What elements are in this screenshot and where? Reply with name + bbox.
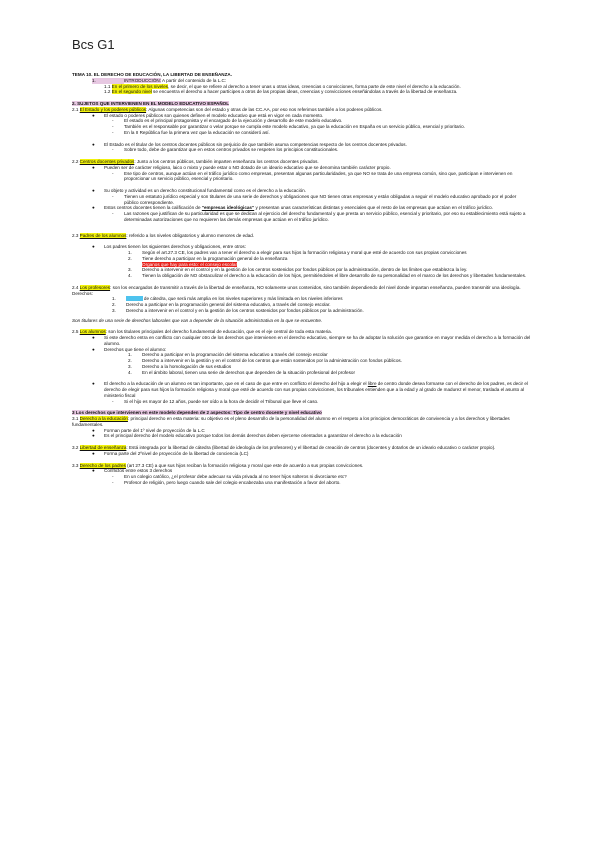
highlighted-note: Organos que hay para esto: el consejo escolar [142, 261, 237, 267]
paragraph-2-2: 2.2 Centros docentes privados: Junto a los centros públicos, también imparten enseñanza los centros docentes privados. [72, 159, 319, 164]
list-item: - Ese tipo de centros, aunque actúan en el tráfico jurídico como empresas, presentan algunas particularidades, ya que NO se trata de una empresa común, sino que, participan e intervienen en proporcionar un servicio público, esencial y prioritario. [112, 170, 513, 182]
list-item: - El estado es el principal protagonista y el encargado de la ejecución y desarrollo de este modelo educativo. [112, 118, 343, 124]
list-item: - Profesor de religión, pero luego cuando sale del colegio encabezaba una manifestación a favor del aborto. [112, 479, 341, 485]
list-item: - Las razones que justifican de su particularidad es que se dedican al ejercicio del derecho fundamental y que presta un servicio público, esencial y prioritario, por eso su establecimiento está sujeto a determinadas autorizaciones que no requieren las demás empresas que actúan en el tráfico jurídico. [112, 211, 526, 222]
paragraph-2-1: 2.1 El Estado y los poderes públicos: Algunas competencias son del estado y otras de las CC.AA, por eso nos referimos también a los poderes públicos. [72, 106, 383, 112]
list-item: 2. Derecho a intervenir en la gestión y en el control de los centros que están sostenidos por la administración con fondos públicos. [128, 358, 402, 363]
list-item: 4. Tienen la obligación de NO obstaculizar el derecho a la educación de los hijos, permitiéndoles el libre desarrollo de su personalidad en el marco de los derechos y libertades fundamentales. [128, 273, 527, 278]
paragraph-3-1: 3.1 Derecho a la educación: principal derecho en esta materia: su objetivo es el pleno desarrollo de la personalidad del alumno en el respeto a los principios democráticos de convivencia y a los derechos y libertades fundamentales. [72, 416, 510, 427]
list-item: ● Pueden ser de carácter religioso, laico o mixto y puede estar o NO dotado de un ideario educativo que se denomina también carácter propio. [92, 164, 391, 170]
list-item: ● Conflictos entre estos 3 derechos [92, 468, 173, 474]
topic-title: TEMA 10. EL DERECHO DE EDUCACIÓN, LA LIBERTAD DE ENSEÑANZA. [72, 72, 233, 77]
list-item: - Si el hijo es mayor de 12 años, puede ser oído a la hora de decidir el Tribunal que lleve el caso. [112, 398, 319, 404]
list-item: 2. Tiene derecho a participar en la programación general de la enseñanza [128, 255, 288, 261]
list-item: ● Derechos que tiene el alumno: [92, 346, 167, 352]
section-1-heading: 1. INTRODUCCIÓN: A partir del contenido de la L.C: [92, 77, 227, 83]
list-item: - Sobre todo, debe de garantizar que en estos centros privados se respeten los principios constitucionales. [112, 147, 339, 153]
list-item: 3. Derecho a la homologación de sus estudios [128, 363, 232, 369]
list-item: ● Estos centros docentes tienen la calificación de "empresas ideológicas" y presentan unas características distintas y esenciales que el resto de las empresas que actúan en el tráfico jurídico. [92, 205, 493, 211]
list-item: ● Forman parte del 1º nivel de proyección de la L.C [92, 427, 205, 433]
list-item: ● El derecho a la educación de un alumno es tan importante, que en el caso de que entre en conflicto el derecho del hijo a elegir el libre de centro donde desea formarse con el derecho de los padres, es decir el derecho de elegir para sus hijos la formación religiosa y moral que esté de acuerdo con sus propias convicciones, los tribunales entienden que a la edad y al grado de madurez el menor, traslada el asunto al ministerio fiscal [92, 381, 528, 398]
list-item: ● El estado o poderes públicos son quienes definen el modelo educativo que está en vigor en cada momento. [92, 112, 324, 118]
page-title: Bcs G1 [72, 37, 115, 52]
paragraph-2-5: 2.5 Los alumnos: son los titulares principales del derecho fundamental de educación, que es el eje central de toda esta materia. [72, 329, 332, 335]
list-item: 2. Derecho a participar en la programación general del sistema educativo, a través del consejo escolar. [112, 302, 331, 307]
paragraph-3-3: 3.3 Derecho de los padres (art 27.3 CE) a que sus hijos reciban la formación religiosa y moral que este de acuerdo a sus propias convicciones. [72, 462, 364, 468]
list-item: ● Su objeto y actividad es un derecho constitucional fundamental como es el derecho a la educación. [92, 188, 306, 193]
section-2-heading: 2. SUJETOS QUE INTERVIENEN EN EL MODELO EDUCATIVO ESPAÑOL [72, 101, 230, 106]
document-body [72, 72, 532, 486]
list-item: - También es el responsable por garantizar o velar porque se cumpla este modelo educativo, ya que la educación en España es un servicio público, esencial y prioritario. [112, 124, 465, 129]
paragraph-3-2: 3.2 Libertad de enseñanza: Está integrada por la libertad de cátedra (libertad de ideología de los profesores) y el libertad de creación de centros (docentes y dotarlos de un ideario educativo o carácter propio). [72, 445, 496, 450]
list-item: ● Los padres tienen los siguientes derechos y obligaciones, entre otros: [92, 244, 246, 250]
section-3-heading: 3 Los derechos que intervienen en este modelo dependen de 2 aspectos: Tipo de centro docente y nivel educativo [72, 410, 322, 416]
list-item: ● Es el principal derecho del modelo educativo porque todos los demás derechos deben ejercerse orientados a garantizar el derecho a la educación [92, 433, 402, 439]
list-item: - En la II República fue la primera vez que la educación se consideró así. [112, 129, 270, 135]
note: Son titulares de una serie de derechos laborales que van a depender de la situación administrativa en la que se encuentre. [72, 317, 323, 323]
list-item: ● El Estado es el titular de los centros docentes públicos sin perjuicio de que también asuma competencias respecto de los centros docentes privados. [92, 141, 407, 147]
list-item: 1. Libertad de cátedra, que será más amplia en los niveles superiores y más limitada en los niveles inferiores [112, 296, 343, 302]
paragraph-1-1: 1.1 En el primero de los niveles, se decir, el que se refiere al derecho a tener unas u otras ideas, creencias o convicciones, forma parte de este nivel el derecho a la educación. [104, 83, 461, 89]
paragraph-2-4: 2.4 Los profesores: son los encargados de transmitir a través de la libertad de enseñanza, NO solamente unos contenidos, sino también dependiendo del nivel donde impartan enseñanza, pueden transmitir una ideología. Derechos: [72, 284, 521, 296]
paragraph-1-2: 1.2 En el segundo nivel se encuentra el derecho a hacer partícipes a otros de las propias ideas, creencias y convicciones enseñándolas a través de la libertad de enseñanza. [104, 89, 458, 95]
list-item: 1. Derecho a participar en la programación del sistema educativo a través del consejo escolar [128, 352, 328, 358]
list-item: - Tienen un estatuto jurídico especial y son titulares de una serie de derechos y obligaciones que NO tienen otras empresas y están obligadas a seguir el modelo educativo aprobado por el poder público correspondiente. [112, 193, 517, 205]
list-item: - En un colegio católico, ¿el profesor debe adecuar su vida privada al no tener hijos solteros ni divorciarse etc? [112, 474, 347, 479]
list-item: 3. Derecho a intervenir en el control y en la gestión de los centros sostenidos por fondos públicos por la administración. [112, 307, 364, 313]
list-item: ● Forma parte del 2ºnivel de proyección de la libertad de conciencia (LC) [92, 450, 249, 456]
list-item: 4. En el ámbito laboral, tienen una serie de derechos que dependen de la situación profesional del profesor [128, 369, 355, 375]
paragraph-2-3: 2.3 Padres de los alumnos: referido a los niveles obligatorios y alumno menores de edad. [72, 232, 255, 238]
list-item: 3. Derecho a intervenir en el control y en la gestión de los centros sostenidos por fondos públicos por la administración, dentro de los límites que establezca la ley. [128, 267, 468, 273]
list-item: 1. Según el art.27.3 CE, los padres van a tener el derecho a elegir para sus hijos la formación religiosa y moral que esté de acuerdo con sus propias convicciones [128, 250, 467, 255]
list-item: ● Si este derecho entra en conflicto con cualquier otro de los derechos que intervienen en el derecho educativo, siempre se ha de adoptar la solución que garantice en mayor medida el derecho a la formación del alumno. [92, 335, 531, 346]
